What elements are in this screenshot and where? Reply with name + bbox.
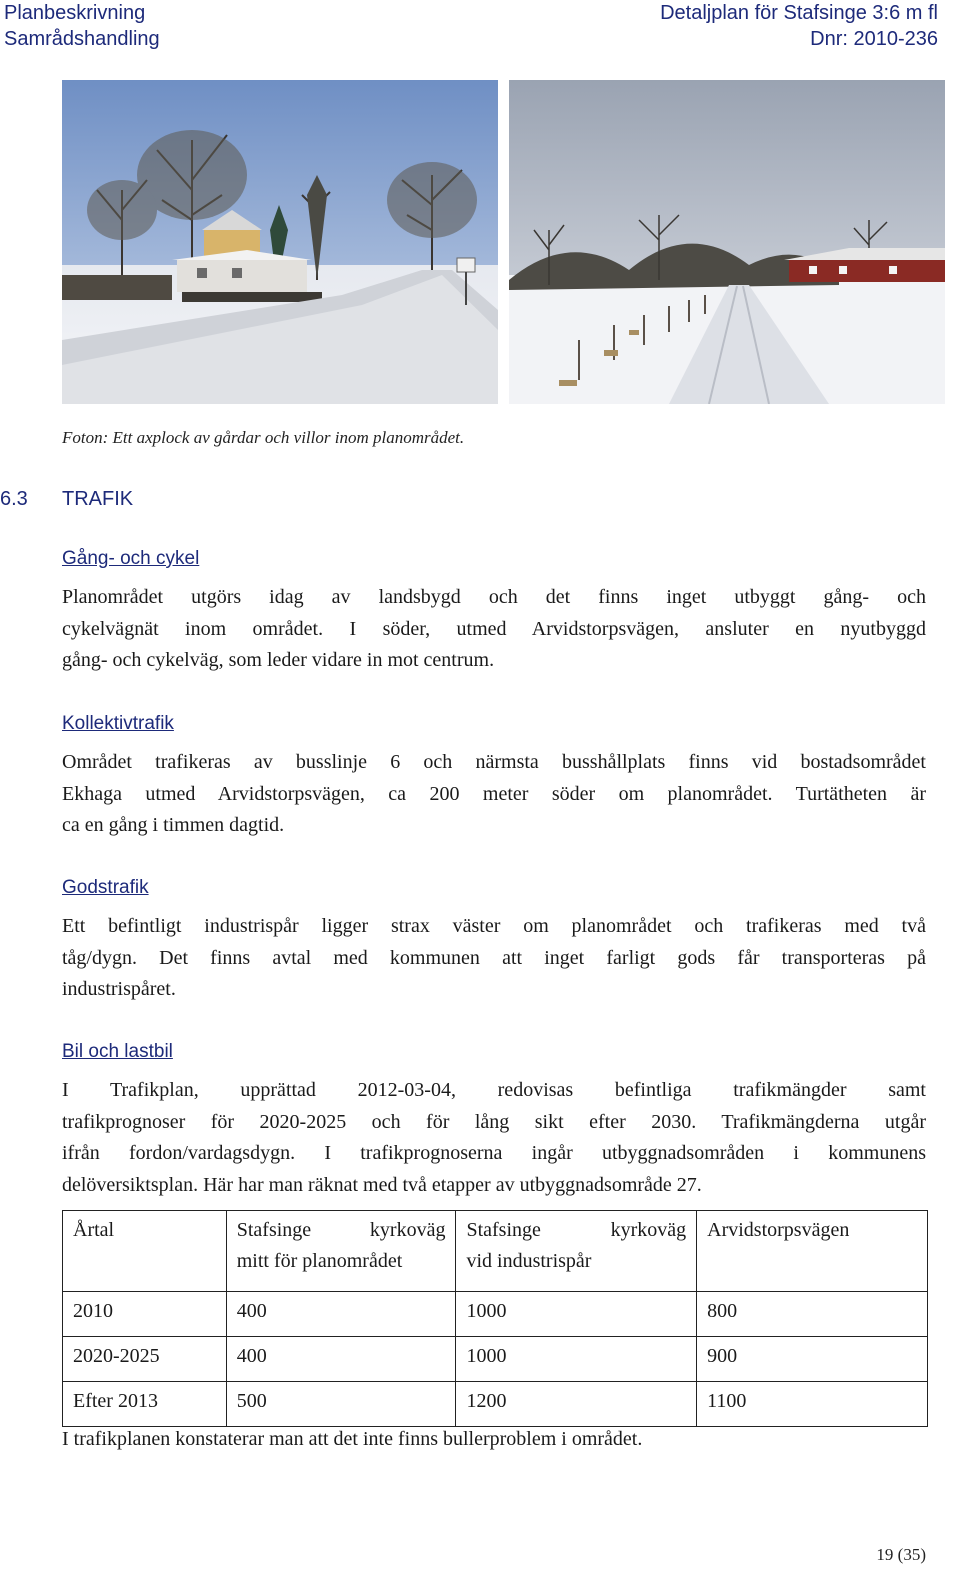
text-line: Ekhaga utmed Arvidstorpsvägen, ca 200 meter söder om planområdet. Turtätheten är [62, 782, 926, 805]
header-text: Årtal [73, 1219, 115, 1241]
plan-number: Dnr: 2010-236 [810, 28, 938, 50]
header-text: Stafsinge kyrkoväg [466, 1219, 687, 1241]
table-cell: 500 [226, 1382, 456, 1427]
traffic-volume-table [62, 1210, 928, 1427]
doc-type: Planbeskrivning [4, 2, 146, 24]
table-header-row [63, 1211, 928, 1292]
table-cell: 400 [226, 1337, 456, 1382]
header-left [4, 0, 160, 52]
table-header-cell [697, 1211, 928, 1292]
table-cell: 1200 [456, 1382, 697, 1427]
paragraph-bil-lastbil [62, 1075, 926, 1201]
doc-stage: Samrådshandling [4, 28, 160, 50]
text-line: Planområdet utgörs idag av landsbygd och det finns inget utbyggt gång- och [62, 586, 926, 608]
photo-village-road [62, 80, 498, 404]
table-row [63, 1337, 928, 1382]
text-line: Ett befintligt industrispår ligger strax väster om planområdet och trafikeras med två [62, 915, 926, 937]
table-row [63, 1292, 928, 1337]
heading-bil-lastbil: Bil och lastbil [62, 1041, 173, 1062]
table-cell: 900 [697, 1337, 928, 1382]
photo-snowy-path [509, 80, 945, 404]
heading-kollektivtrafik: Kollektivtrafik [62, 713, 174, 734]
paragraph-kollektivtrafik [62, 747, 926, 842]
header-text: mitt för planområdet [236, 1250, 403, 1272]
header-right [660, 0, 938, 52]
table-header-cell [226, 1211, 456, 1292]
text-line: tåg/dygn. Det finns avtal med kommunen att inget farligt gods får transporteras på [62, 946, 926, 969]
table-row [63, 1382, 928, 1427]
table-cell: 2020-2025 [63, 1337, 227, 1382]
text-line: ifrån fordon/vardagsdygn. I trafikprognoserna ingår utbyggnadsområden i kommunens [62, 1142, 926, 1164]
section-title: TRAFIK [62, 488, 134, 510]
table-cell: 1000 [456, 1292, 697, 1337]
table-header-cell [456, 1211, 697, 1292]
closing-sentence [62, 1424, 926, 1456]
table-cell: 2010 [63, 1292, 227, 1337]
table-cell: 800 [697, 1292, 928, 1337]
header-text: Stafsinge kyrkoväg [236, 1219, 446, 1241]
table-cell: 400 [226, 1292, 456, 1337]
paragraph-gang-cykel [62, 582, 926, 677]
section-number: 6.3 [0, 488, 28, 510]
heading-gang-cykel: Gång- och cykel [62, 548, 200, 569]
photo-caption: Foton: Ett axplock av gårdar och villor inom planområdet. [62, 428, 465, 447]
page-header [0, 0, 960, 56]
paragraph-godstrafik [62, 911, 926, 1006]
header-text: vid industrispår [466, 1250, 592, 1272]
section-heading [0, 488, 134, 511]
table-cell: 1100 [697, 1382, 928, 1427]
text-line: industrispåret. [62, 978, 176, 1000]
text-line: cykelvägnät inom området. I söder, utmed Arvidstorpsvägen, ansluter en nyutbyggd [62, 617, 926, 640]
text-line: I trafikplanen konstaterar man att det inte finns bullerproblem i området. [62, 1428, 643, 1450]
text-line: Området trafikeras av busslinje 6 och närmsta busshållplats finns vid bostadsområdet [62, 751, 926, 773]
plan-title: Detaljplan för Stafsinge 3:6 m fl [660, 2, 938, 24]
table-cell: Efter 2013 [63, 1382, 227, 1427]
text-line: I Trafikplan, upprättad 2012-03-04, redovisas befintliga trafikmängder samt [62, 1079, 926, 1101]
header-text: Arvidstorpsvägen [707, 1219, 850, 1241]
heading-godstrafik: Godstrafik [62, 877, 149, 898]
text-line: ca en gång i timmen dagtid. [62, 814, 285, 836]
text-line: gång- och cykelväg, som leder vidare in mot centrum. [62, 649, 495, 671]
table-cell: 1000 [456, 1337, 697, 1382]
page-number: 19 (35) [876, 1545, 926, 1564]
text-line: delöversiktsplan. Här har man räknat med två etapper av utbyggnadsområde 27. [62, 1173, 702, 1196]
text-line: trafikprognoser för 2020-2025 och för lång sikt efter 2030. Trafikmängderna utgår [62, 1110, 926, 1133]
table-header-cell [63, 1211, 227, 1292]
